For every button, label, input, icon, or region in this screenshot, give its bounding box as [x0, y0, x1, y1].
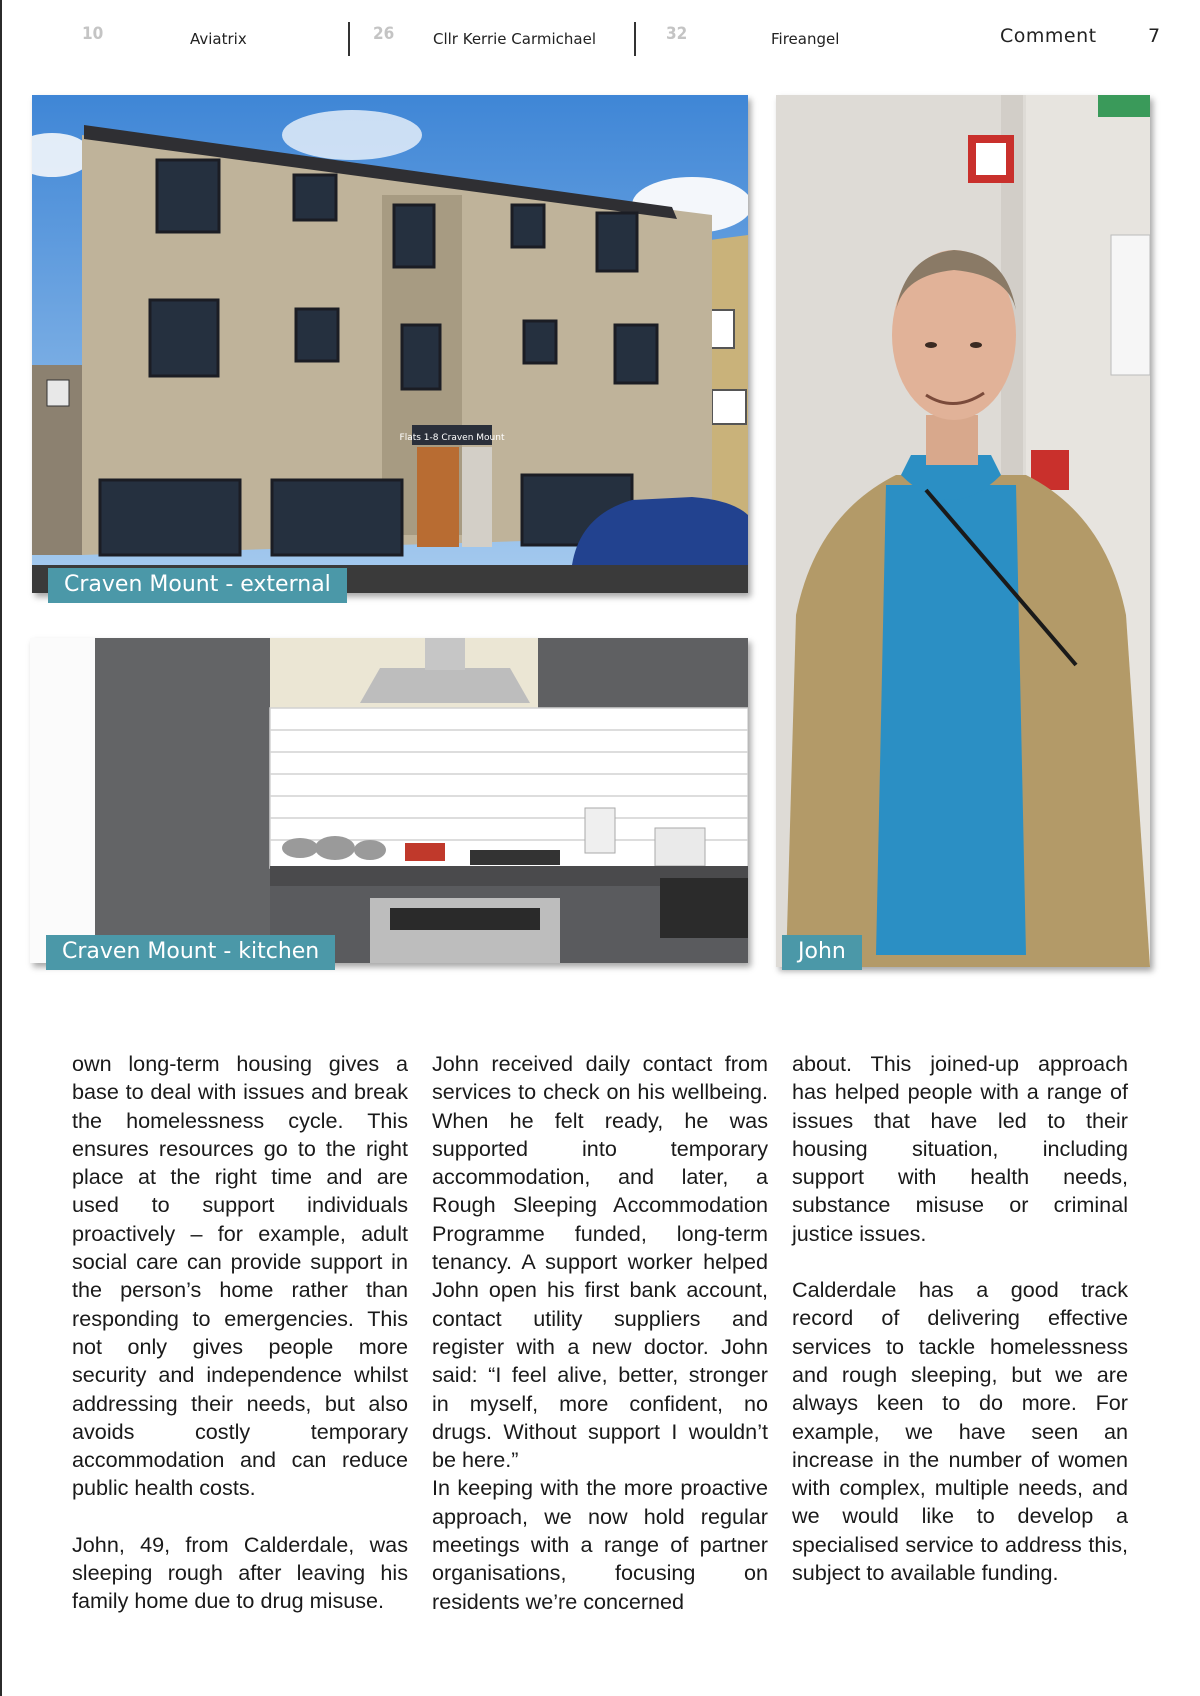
building-illustration — [32, 95, 748, 593]
section-label: Comment — [1000, 25, 1097, 47]
photo-caption: Craven Mount - kitchen — [46, 935, 335, 970]
photo-craven-mount-external — [32, 95, 748, 593]
article-column-3 — [792, 1050, 1128, 1587]
nav-item-number: 26 — [373, 24, 395, 44]
nav-item-title[interactable]: Fireangel — [771, 30, 840, 48]
nav-item-title[interactable]: Aviatrix — [190, 30, 247, 48]
photo-caption: John — [782, 935, 862, 970]
kitchen-illustration — [30, 638, 748, 963]
article-paragraph: In keeping with the more proactive approach, we now hold regular meetings with a range of partner organisations, focusing on residents we’re concerned — [432, 1475, 768, 1614]
photo-john — [776, 95, 1150, 967]
portrait-illustration — [776, 95, 1150, 967]
nav-item-number: 32 — [666, 24, 688, 44]
photo-caption: Craven Mount - external — [48, 568, 347, 603]
building-sign: Flats 1-8 Craven Mount — [399, 433, 505, 443]
nav-divider — [348, 22, 350, 56]
page-edge-rule — [0, 0, 2, 1696]
nav-item-number: 10 — [82, 24, 104, 44]
photo-craven-mount-kitchen — [30, 638, 748, 963]
article-paragraph: about. This joined-up approach has helped people with a range of issues that have led to their housing situation, including support with health needs, substance misuse or criminal justice issues. — [792, 1051, 1128, 1246]
top-navigation — [0, 0, 1200, 70]
article-column-2 — [432, 1050, 768, 1616]
article-paragraph: John, 49, from Calderdale, was sleeping rough after leaving his family home due to drug misuse. — [72, 1531, 408, 1614]
page-number: 7 — [1148, 25, 1161, 47]
article-column-1 — [72, 1050, 408, 1616]
article-paragraph: John received daily contact from services to check on his wellbeing. When he felt ready, he was supported into temporary accommodation, and later, a Rough Sleeping Accommodation Programme funded, long-term tenancy. A support worker helped John open his first bank account, contact utility suppliers and register with a new doctor. John said: “I feel alive, better, stronger in myself, more confident, no drugs. Without support I wouldn’t be here.” — [432, 1051, 768, 1473]
nav-divider — [634, 22, 636, 56]
article-paragraph: own long-term housing gives a base to deal with issues and break the homelessness cycle. This ensures resources go to the right place at the right time and are used to support individuals proactively – for example, adult social care can provide support in the person’s home rather than responding to emergencies. This not only gives people more security and independence whilst addressing their needs, but also avoids costly temporary accommodation and can reduce public health costs. — [72, 1051, 408, 1501]
article-paragraph: Calderdale has a good track record of delivering effective services to tackle homelessness and rough sleeping, but we are always keen to do more. For example, we have seen an increase in the number of women with complex, multiple needs, and we would like to develop a specialised service to address this, subject to available funding. — [792, 1277, 1128, 1586]
nav-item-title[interactable]: Cllr Kerrie Carmichael — [433, 30, 596, 48]
